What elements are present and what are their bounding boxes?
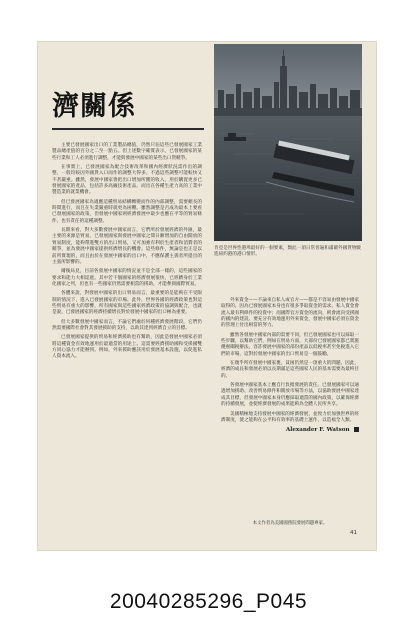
title-divider	[52, 128, 204, 130]
author-footnote: 本文作者為美國國務院發展問題專家。	[252, 521, 328, 526]
article-title: 濟關係	[52, 91, 136, 122]
paragraph: 美國積極地支持發展中國家的經濟發展，並致力於加強世界的經濟制度，使之能夠在公平和有效率的基礎上運作，以造福全人類。	[221, 411, 359, 423]
archive-reference-id: 20040285296_P045	[109, 590, 308, 613]
paragraph: 長期來看，對大多數發展中國家而言，它們所於發展經濟的外匯，最主要的來源是貿易。已發展國家與發展中國家之間日漸增加的自由開放的貿易制度，能夠帶進雙方的出口貿易，又可加強有利於生產者和消費者的競爭，並為發展中國家提供經濟增長的機會。這些條件，無論是也正是以前所實現的，而且由於在發展中國家的出口中，不應保護主義者所提出的主張所影響的。	[52, 228, 202, 265]
paragraph: 但大多數發展中國家而言，不論它們處於何種經濟發展階段，它們仍然需要國際社會對其發展援助的支持，以助其達到經濟自立的目標。	[52, 319, 202, 331]
paragraph: 但已發展國家為適應這種貿易結構轉變而作的內部調整，需要頗長的時間進行，而且在失業嚴重時就更為困難。雖然調整是否成功最本上要看已發展國家的政策，但發展中國家則經濟發展中最少也應在平等的貿易條件，也有責任的這種調整。	[52, 199, 202, 224]
paragraph: 主要已發展國家出口的工業製品總值，仍然只佔這些已發展國家工業製品總產值的百分之二至一點五。但上述數字確實表示，已發展國家的某些行業和工人必須進行調整，才能與發展中國家的某些出口貨競爭。	[52, 143, 202, 161]
paragraph: 雖然各發展中國家內部的需要不同，但已發展國家也可以採取一些步驟，以幫助它們，例如在貿易方面，大部份已發展國家都已實施優惠關稅辦法，容許發展中國家的部份產品以低稅率甚至免稅進入它們的市場，這對於發展中國家的出口貿易是一個鼓勵。	[221, 332, 359, 357]
paragraph: 在幾乎所有發展中國家裏，貧困仍然是一項重大的問題。因此，經濟的成長和發展必須以長期滿足這些國家人民的基本需要為最終目的。	[221, 361, 359, 379]
paragraph: 爾後局見，目前各發展中國家的情況並不是全部一樣的，這些國家的要求和能力大相逕庭。其中若干個國家的經濟發展很快，已經躋身於工業化國家之列，但也有一些國家仍然需要相當的援助，才能參與國際貿易。	[52, 269, 202, 287]
author-line	[221, 427, 359, 434]
right-column	[221, 298, 359, 435]
photo-caption: 肯亞是世界性港埠最好的一個要素，類此一項日常普遍和滿載外國貨物駛進紐約港的港口情形。	[214, 246, 362, 258]
end-of-article-mark	[354, 427, 359, 432]
paragraph: 在事實上，已發展國家為配合技術改革和國內經濟狀況需作出的調整，一般均較因外國貨入口而作的調整大得多。不過這些調整可能較快又不甚嚴重。雖然，發展中國家會把出口增加所獲的收入，用於購置更多已發展國家的產品，包括許多高級技術產品。而出在各種生產力高的工業中製造業的就業機會。	[52, 165, 202, 196]
paragraph: 各發展中國家基本上應自行負擔發展的責任。已發展國家可以通過增加援助、改善貿易條件和開放市場等方法，以協助發展中國家達成其目標，但發展中國家本身仍應採取適當的國內政策，以確保經濟的持續發展，並使經濟發展的成果能夠為全體人民所共享。	[221, 383, 359, 408]
paragraph: 外來資金——不論來自私人或官方——都是不容易由發展中國家取得的。因為已發展國家本身也有很多爭取資金的需求。私人資金會流入最有利條件的投資中；而國際官方資金的流向，則會流向受援國的國內的建設。要充分有效地運用外來資金，發展中國家必須在資金的管理上付出相當的努力。	[221, 298, 359, 329]
author-name: Alexander F. Watson	[285, 427, 350, 434]
page-number: 41	[350, 530, 357, 536]
paragraph: 已發展國家提供的貿易和經濟援助也有幫助，因此是發展中國家必須將這種資金有效地運用於最適當的用途上。這需要經濟援助國和受援國雙方同心協力才能辦到。例如，外來援助應該用於發展基本設施，以促進私人資本流入。	[52, 335, 202, 360]
harbor-photo	[214, 44, 362, 241]
paragraph: 各體來說，對發展中國家的出口貿易而言，最重要的是能夠在不受限制的情況下，進入已發展國家的市場。此外，世界各國的經濟政策也對這些貿易有重大的影響，所有國家與這些國家經濟政策的協調與配合，也就是說，已發展國家的經濟持續增長對於發展中國家的出口極為重要。	[52, 291, 202, 316]
left-column	[52, 143, 202, 364]
